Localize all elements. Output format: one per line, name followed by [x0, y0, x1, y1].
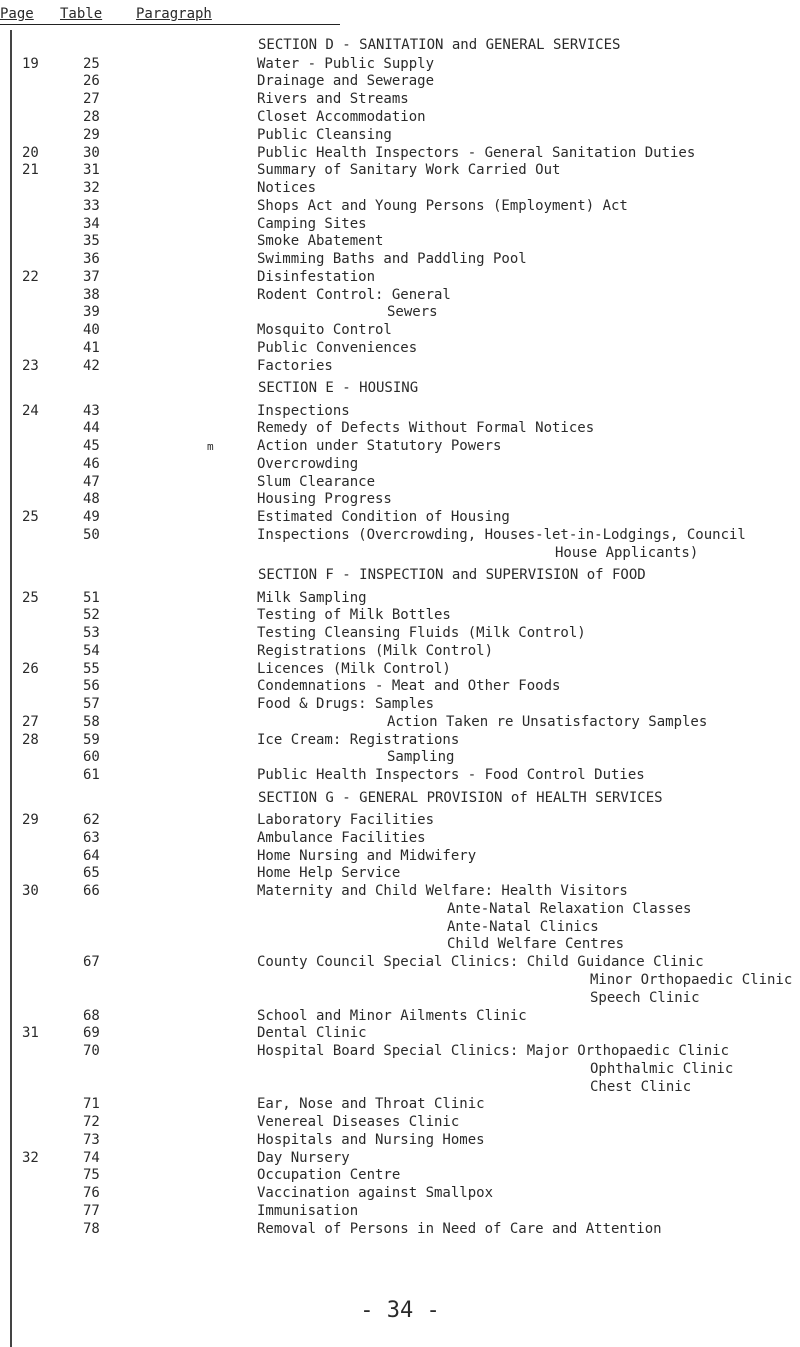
table-number-cell: 70	[83, 1043, 100, 1059]
table-number-cell: 54	[83, 643, 100, 659]
table-number-cell: 40	[83, 322, 100, 338]
page-number-cell: 22	[22, 269, 39, 285]
entry-text: Hospital Board Special Clinics: Major Orthopaedic Clinic	[257, 1043, 730, 1059]
contents-entry	[0, 624, 800, 643]
entry-text: Food & Drugs: Samples	[257, 696, 435, 712]
table-number-cell: 55	[83, 661, 100, 677]
table-number-cell: 50	[83, 527, 100, 543]
entry-text: Day Nursery	[257, 1150, 350, 1166]
table-number-cell: 56	[83, 678, 100, 694]
table-number-cell: 34	[83, 216, 100, 232]
entry-text: Ante-Natal Clinics	[447, 919, 599, 935]
entry-text: Overcrowding	[257, 456, 359, 472]
entry-text: Action under Statutory Powers	[257, 438, 502, 454]
entry-text: Sampling	[387, 749, 455, 765]
contents-entry	[0, 935, 800, 954]
entry-text: Rodent Control: General	[257, 287, 451, 303]
table-number-cell: 74	[83, 1150, 100, 1166]
table-number-cell: 65	[83, 865, 100, 881]
page-number-cell: 31	[22, 1025, 39, 1041]
contents-entry	[0, 864, 800, 883]
section-title: SECTION D - SANITATION and GENERAL SERVICES	[258, 37, 621, 53]
table-number-cell: 67	[83, 954, 100, 970]
contents-entry	[0, 1202, 800, 1221]
entry-text: Public Health Inspectors - Food Control Duties	[257, 767, 645, 783]
table-number-cell: 53	[83, 625, 100, 641]
table-number-cell: 45	[83, 438, 100, 454]
entry-text: Mosquito Control	[257, 322, 392, 338]
table-number-cell: 30	[83, 145, 100, 161]
table-number-cell: 72	[83, 1114, 100, 1130]
table-number-cell: 76	[83, 1185, 100, 1201]
entry-text: Factories	[257, 358, 333, 374]
table-number-cell: 61	[83, 767, 100, 783]
contents-entry	[0, 766, 800, 785]
table-number-cell: 59	[83, 732, 100, 748]
entry-text: Rivers and Streams	[257, 91, 409, 107]
entry-text: Remedy of Defects Without Formal Notices	[257, 420, 595, 436]
entry-text: Drainage and Sewerage	[257, 73, 435, 89]
entry-text: Swimming Baths and Paddling Pool	[257, 251, 527, 267]
contents-entry	[0, 90, 800, 109]
contents-entry	[0, 953, 800, 972]
table-number-cell: 47	[83, 474, 100, 490]
entry-text: Smoke Abatement	[257, 233, 384, 249]
page-column-header: Page	[0, 6, 34, 22]
section-heading	[0, 36, 800, 55]
entry-text: Speech Clinic	[590, 990, 700, 1006]
table-number-cell: 52	[83, 607, 100, 623]
page-number-cell: 27	[22, 714, 39, 730]
table-number-cell: 77	[83, 1203, 100, 1219]
table-number-cell: 43	[83, 403, 100, 419]
table-number-cell: 37	[83, 269, 100, 285]
contents-entry	[0, 882, 800, 901]
contents-entry	[0, 419, 800, 438]
contents-entry	[0, 695, 800, 714]
contents-entry	[0, 713, 800, 732]
contents-entry	[0, 108, 800, 127]
contents-entry	[0, 1131, 800, 1150]
table-column-header: Table	[60, 6, 103, 22]
page-number-cell: 26	[22, 661, 39, 677]
entry-text: Home Nursing and Midwifery	[257, 848, 477, 864]
table-number-cell: 35	[83, 233, 100, 249]
entry-text: Notices	[257, 180, 317, 196]
contents-entry	[0, 357, 800, 376]
entry-text: Registrations (Milk Control)	[257, 643, 494, 659]
contents-entry	[0, 989, 800, 1008]
table-number-cell: 58	[83, 714, 100, 730]
contents-entry	[0, 490, 800, 509]
column-headers	[0, 6, 800, 28]
entry-text: Home Help Service	[257, 865, 401, 881]
page-number-cell: 25	[22, 590, 39, 606]
table-number-cell: 38	[83, 287, 100, 303]
entry-text: Occupation Centre	[257, 1167, 401, 1183]
contents-entry	[0, 339, 800, 358]
contents-entry	[0, 126, 800, 145]
table-number-cell: 71	[83, 1096, 100, 1112]
table-number-cell: 64	[83, 848, 100, 864]
section-heading	[0, 566, 800, 585]
table-number-cell: 32	[83, 180, 100, 196]
table-number-cell: 68	[83, 1008, 100, 1024]
contents-entry	[0, 161, 800, 180]
contents-entry	[0, 829, 800, 848]
contents-entry	[0, 72, 800, 91]
contents-entry	[0, 748, 800, 767]
entry-text: Sewers	[387, 304, 438, 320]
entry-text: Summary of Sanitary Work Carried Out	[257, 162, 561, 178]
entry-text: Immunisation	[257, 1203, 359, 1219]
entry-text: Dental Clinic	[257, 1025, 367, 1041]
page-number-cell: 29	[22, 812, 39, 828]
entry-text: Minor Orthopaedic Clinic	[590, 972, 793, 988]
section-title: SECTION E - HOUSING	[258, 380, 419, 396]
contents-entry	[0, 455, 800, 474]
page-number-cell: 24	[22, 403, 39, 419]
entry-text: Testing Cleansing Fluids (Milk Control)	[257, 625, 586, 641]
table-number-cell: 62	[83, 812, 100, 828]
contents-entry	[0, 232, 800, 251]
entry-text: Public Cleansing	[257, 127, 392, 143]
table-number-cell: 39	[83, 304, 100, 320]
table-number-cell: 78	[83, 1221, 100, 1237]
page-number-cell: 23	[22, 358, 39, 374]
entry-text: Ophthalmic Clinic	[590, 1061, 734, 1077]
entry-text: Laboratory Facilities	[257, 812, 435, 828]
page-number-cell: 21	[22, 162, 39, 178]
entry-text: Ante-Natal Relaxation Classes	[447, 901, 692, 917]
entry-text: Condemnations - Meat and Other Foods	[257, 678, 561, 694]
table-number-cell: 29	[83, 127, 100, 143]
contents-entry	[0, 1042, 800, 1061]
table-number-cell: 66	[83, 883, 100, 899]
page-number-cell: 32	[22, 1150, 39, 1166]
entry-text: Action Taken re Unsatisfactory Samples	[387, 714, 708, 730]
table-number-cell: 60	[83, 749, 100, 765]
entry-text: Removal of Persons in Need of Care and Attention	[257, 1221, 662, 1237]
contents-entry	[0, 321, 800, 340]
contents-entry	[0, 606, 800, 625]
contents-entry	[0, 1113, 800, 1132]
entry-text: Camping Sites	[257, 216, 367, 232]
entry-text: Maternity and Child Welfare: Health Visitors	[257, 883, 628, 899]
contents-entry	[0, 526, 800, 545]
entry-text: Ambulance Facilities	[257, 830, 426, 846]
entry-text: Slum Clearance	[257, 474, 376, 490]
entry-text: Closet Accommodation	[257, 109, 426, 125]
entry-text: Hospitals and Nursing Homes	[257, 1132, 485, 1148]
contents-entry	[0, 1024, 800, 1043]
contents-entry	[0, 677, 800, 696]
entry-text: Inspections	[257, 403, 350, 419]
page-number-cell: 30	[22, 883, 39, 899]
contents-entry	[0, 179, 800, 198]
entry-text: Inspections (Overcrowding, Houses-let-in-Lodgings, Council	[257, 527, 746, 543]
section-heading	[0, 379, 800, 398]
contents-entry	[0, 544, 800, 563]
contents-entry	[0, 971, 800, 990]
entry-text: Shops Act and Young Persons (Employment) Act	[257, 198, 628, 214]
entry-text: Chest Clinic	[590, 1079, 692, 1095]
entry-text: Ice Cream: Registrations	[257, 732, 460, 748]
table-number-cell: 46	[83, 456, 100, 472]
table-number-cell: 36	[83, 251, 100, 267]
contents-entry	[0, 508, 800, 527]
contents-entry	[0, 250, 800, 269]
entry-text: Venereal Diseases Clinic	[257, 1114, 460, 1130]
table-number-cell: 44	[83, 420, 100, 436]
page-number-cell: 28	[22, 732, 39, 748]
contents-entry	[0, 811, 800, 830]
table-number-cell: 28	[83, 109, 100, 125]
table-number-cell: 57	[83, 696, 100, 712]
entry-text: Water - Public Supply	[257, 56, 435, 72]
paragraph-column-header: Paragraph	[136, 6, 212, 22]
page-number: - 34 -	[360, 1298, 440, 1323]
section-title: SECTION G - GENERAL PROVISION of HEALTH SERVICES	[258, 790, 663, 806]
entry-text: Housing Progress	[257, 491, 392, 507]
contents-entry	[0, 197, 800, 216]
table-number-cell: 33	[83, 198, 100, 214]
page-number-cell: 20	[22, 145, 39, 161]
table-number-cell: 73	[83, 1132, 100, 1148]
contents-entry	[0, 437, 800, 456]
table-number-cell: 48	[83, 491, 100, 507]
table-number-cell: 42	[83, 358, 100, 374]
entry-text: Child Welfare Centres	[447, 936, 625, 952]
section-heading	[0, 789, 800, 808]
table-number-cell: 51	[83, 590, 100, 606]
table-number-cell: 49	[83, 509, 100, 525]
contents-entry	[0, 900, 800, 919]
header-rule	[0, 24, 340, 25]
entry-text: Disinfestation	[257, 269, 376, 285]
entry-text: Public Conveniences	[257, 340, 418, 356]
entry-text: County Council Special Clinics: Child Guidance Clinic	[257, 954, 704, 970]
contents-entry	[0, 1166, 800, 1185]
table-number-cell: 25	[83, 56, 100, 72]
table-number-cell: 31	[83, 162, 100, 178]
contents-entry	[0, 1184, 800, 1203]
contents-entry	[0, 303, 800, 322]
contents-entry	[0, 1060, 800, 1079]
entry-text: Ear, Nose and Throat Clinic	[257, 1096, 485, 1112]
section-title: SECTION F - INSPECTION and SUPERVISION of FOOD	[258, 567, 646, 583]
table-number-cell: 26	[83, 73, 100, 89]
entry-text: Licences (Milk Control)	[257, 661, 451, 677]
page-number-cell: 19	[22, 56, 39, 72]
entry-text: Vaccination against Smallpox	[257, 1185, 494, 1201]
page-number-cell: 25	[22, 509, 39, 525]
table-number-cell: 63	[83, 830, 100, 846]
contents-entry	[0, 642, 800, 661]
contents-entry	[0, 1095, 800, 1114]
contents-entry	[0, 1220, 800, 1239]
table-number-cell: 69	[83, 1025, 100, 1041]
entry-text: House Applicants)	[555, 545, 699, 561]
entry-text: Milk Sampling	[257, 590, 367, 606]
entry-text: Testing of Milk Bottles	[257, 607, 451, 623]
entry-text: Public Health Inspectors - General Sanitation Duties	[257, 145, 696, 161]
entry-text: Estimated Condition of Housing	[257, 509, 510, 525]
table-number-cell: 75	[83, 1167, 100, 1183]
table-number-cell: 41	[83, 340, 100, 356]
margin-mark: m	[207, 440, 214, 453]
entry-text: School and Minor Ailments Clinic	[257, 1008, 527, 1024]
contents-entry	[0, 268, 800, 287]
table-number-cell: 27	[83, 91, 100, 107]
